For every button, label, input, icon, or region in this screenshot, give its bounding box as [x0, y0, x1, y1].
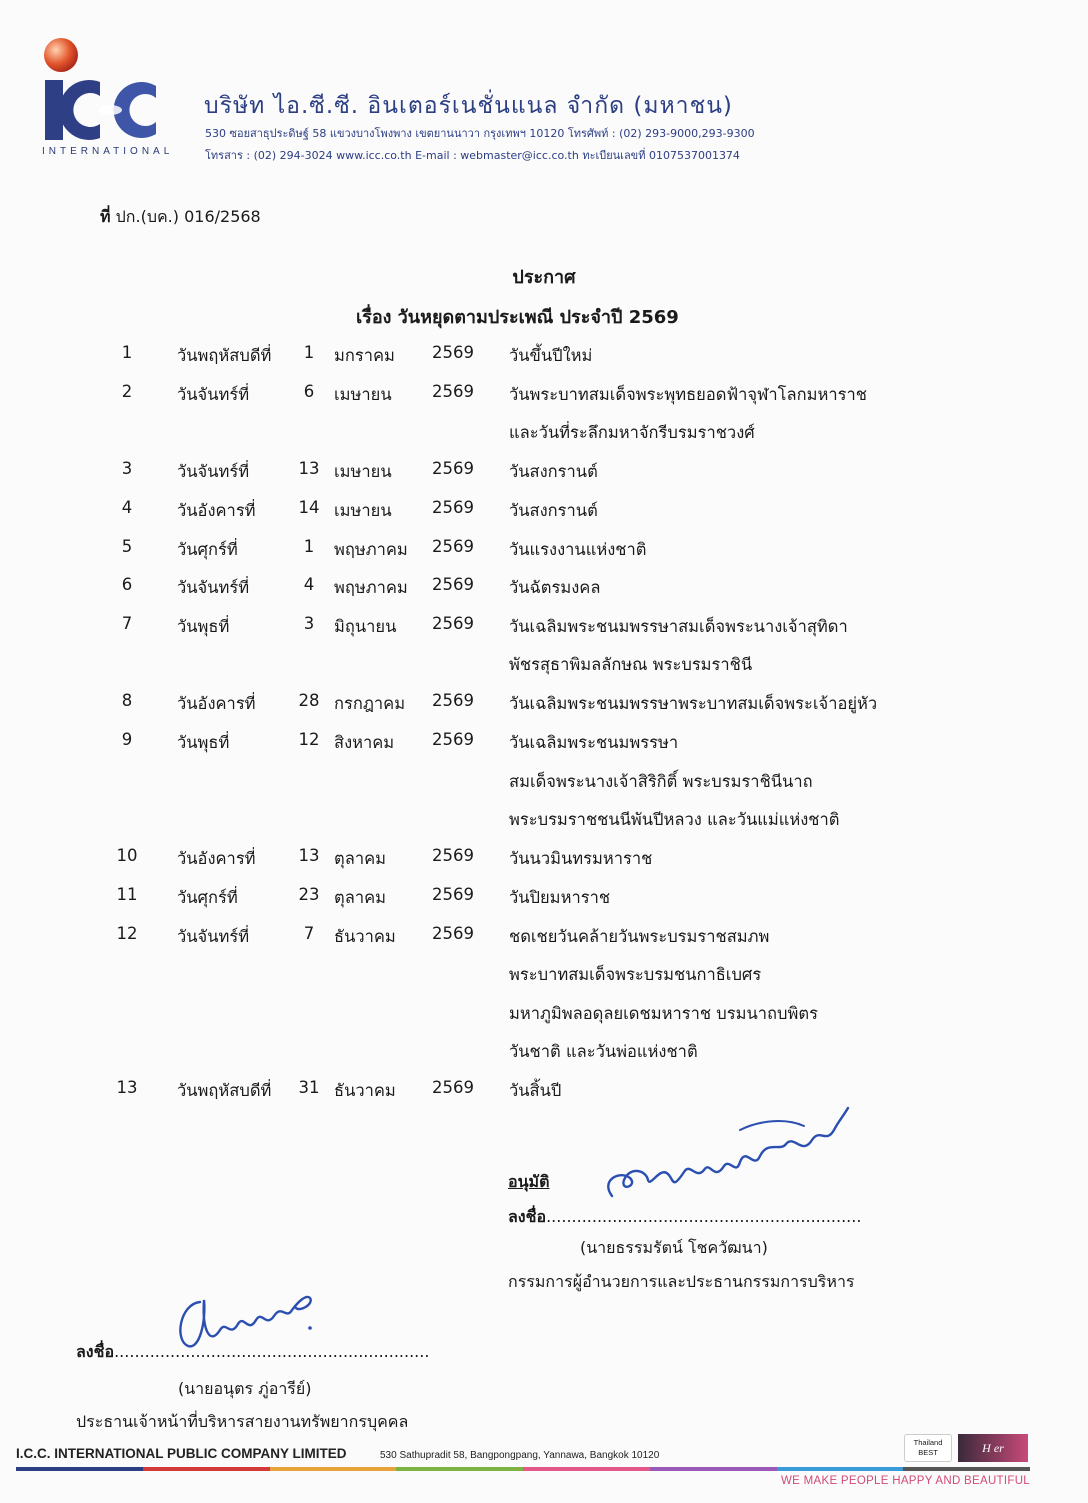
holiday-number: 10 [116, 846, 138, 866]
holiday-day: 3 [303, 613, 315, 633]
holiday-description [509, 459, 598, 498]
approver-sign-line [508, 1205, 861, 1230]
document-number [100, 205, 261, 230]
holiday-month: เมษายน [334, 462, 392, 482]
holiday-weekday: วันพฤหัสบดีที่ [177, 1081, 272, 1101]
holiday-weekday: วันอังคารที่ [177, 500, 256, 520]
holiday-year: 2569 [432, 691, 474, 711]
holiday-month: กรกฎาคม [334, 694, 406, 714]
holiday-description-line: วันฉัตรมงคล [509, 578, 601, 598]
hr-sign-dots: .............................................................. [114, 1342, 430, 1361]
footer-bar-segment [523, 1467, 650, 1471]
holiday-description-line: และวันที่ระลึกมหาจักรีบรมราชวงศ์ [509, 423, 755, 443]
approver-position: กรรมการผู้อำนวยการและประธานกรรมการบริหาร [508, 1272, 855, 1291]
holiday-year: 2569 [432, 497, 474, 517]
holiday-number: 11 [116, 884, 138, 904]
holiday-description [509, 691, 877, 730]
holiday-month: เมษายน [334, 500, 392, 520]
hr-sign-label: ลงชื่อ [76, 1342, 115, 1361]
holiday-day: 28 [298, 691, 320, 711]
holiday-day: 1 [303, 343, 315, 362]
thailand-best-badge: Thailand BEST [904, 1434, 952, 1462]
holiday-day: 12 [298, 730, 320, 749]
footer-bar-segment [903, 1467, 1030, 1471]
holiday-month: มิถุนายน [334, 616, 397, 636]
company-contact: โทรสาร : (02) 294-3024 www.icc.co.th E-mail : webmaster@icc.co.th ทะเบียนเลขที่ 0107537001374 [205, 149, 740, 162]
holiday-description-line: วันแรงงานแห่งชาติ [509, 539, 647, 559]
holiday-day: 14 [298, 497, 320, 517]
holiday-description [509, 382, 867, 459]
holiday-description [509, 575, 600, 614]
holiday-month: เมษายน [334, 384, 392, 404]
holiday-day: 7 [303, 923, 315, 943]
holiday-description-line: วันเฉลิมพระชนมพรรษาพระบาทสมเด็จพระเจ้าอยู่หัว [509, 694, 878, 714]
holiday-number: 4 [121, 497, 133, 517]
holiday-weekday: วันจันทร์ที่ [177, 384, 250, 404]
footer-bar-segment [143, 1467, 270, 1471]
holiday-month: ตุลาคม [334, 887, 387, 907]
holiday-description [509, 343, 592, 382]
footer-bar-segment [16, 1467, 143, 1471]
holiday-month: ธันวาคม [334, 926, 396, 946]
holiday-weekday: วันพุธที่ [177, 733, 230, 752]
hr-sign-line [76, 1340, 429, 1365]
holiday-description [509, 846, 652, 885]
holiday-weekday: วันจันทร์ที่ [177, 462, 250, 482]
holiday-weekday: วันพฤหัสบดีที่ [177, 346, 272, 365]
footer-bar-segment [270, 1467, 397, 1471]
holiday-day: 13 [298, 846, 320, 866]
holiday-number: 5 [121, 536, 133, 556]
holiday-number: 1 [121, 343, 133, 362]
hr-name: (นายอนุตร ภู่อารีย์) [178, 1379, 312, 1398]
approver-sign-dots: .............................................................. [546, 1207, 862, 1226]
holiday-year: 2569 [432, 381, 474, 401]
holiday-weekday: วันพุธที่ [177, 616, 230, 636]
holiday-description-line: พัชรสุธาพิมลลักษณ พระบรมราชินี [509, 655, 753, 675]
footer-slogan: WE MAKE PEOPLE HAPPY AND BEAUTIFUL [781, 1475, 1030, 1487]
holiday-description [509, 1078, 561, 1117]
holiday-description [509, 924, 818, 1078]
holiday-description [509, 498, 598, 537]
higher-brand-badge: H er [958, 1434, 1028, 1462]
holiday-month: มกราคม [334, 346, 395, 365]
holiday-day: 6 [303, 381, 315, 401]
hr-position: ประธานเจ้าหน้าที่บริหารสายงานทรัพยากรบุคคล [76, 1412, 409, 1431]
footer-color-bar [16, 1467, 1030, 1471]
approval-label: อนุมัติ [508, 1172, 550, 1191]
holiday-number: 6 [121, 575, 133, 595]
footer-company: I.C.C. INTERNATIONAL PUBLIC COMPANY LIMITED [16, 1446, 347, 1461]
holiday-weekday: วันศุกร์ที่ [177, 887, 238, 907]
approver-sign-label: ลงชื่อ [508, 1207, 547, 1226]
holiday-year: 2569 [432, 923, 474, 943]
holiday-month: ตุลาคม [334, 849, 387, 869]
holiday-number: 2 [121, 381, 133, 401]
holiday-description-line: วันนวมินทรมหาราช [509, 849, 653, 869]
holiday-description-line: วันสงกรานต์ [509, 462, 598, 482]
holiday-number: 12 [116, 923, 138, 943]
holiday-weekday: วันศุกร์ที่ [177, 539, 238, 559]
holiday-description [509, 614, 848, 691]
holiday-year: 2569 [432, 459, 474, 479]
document-number-label: ที่ [100, 207, 111, 226]
logo-wordmark: INTERNATIONAL [42, 146, 174, 157]
approver-name: (นายธรรมรัตน์ โชควัฒนา) [580, 1238, 768, 1257]
footer-bar-segment [396, 1467, 523, 1471]
holiday-description-line: มหาภูมิพลอดุลยเดชมหาราช บรมนาถบพิตร [509, 1003, 818, 1023]
holiday-number: 3 [121, 459, 133, 479]
holiday-description [509, 730, 840, 846]
holiday-description-line: วันเฉลิมพระชนมพรรษา [509, 733, 679, 752]
approver-signature [590, 1100, 860, 1210]
company-name: บริษัท ไอ.ซี.ซี. อินเตอร์เนชั่นแนล จำกัด (มหาชน) [204, 93, 733, 119]
holiday-description-line: วันพระบาทสมเด็จพระพุทธยอดฟ้าจุฬาโลกมหาราช [509, 384, 867, 404]
holiday-weekday: วันอังคารที่ [177, 849, 256, 869]
holiday-number: 7 [121, 613, 133, 633]
holiday-description-line: วันขึ้นปีใหม่ [509, 346, 593, 365]
holiday-description-line: วันสิ้นปี [509, 1081, 562, 1101]
holiday-day: 1 [303, 536, 315, 556]
holiday-month: พฤษภาคม [334, 539, 408, 559]
holiday-year: 2569 [432, 884, 474, 904]
holiday-year: 2569 [432, 536, 474, 556]
holiday-year: 2569 [432, 575, 474, 595]
holiday-description [509, 885, 610, 924]
holiday-day: 13 [298, 459, 320, 479]
holiday-day: 31 [298, 1078, 320, 1098]
footer-bar-segment [777, 1467, 904, 1471]
holiday-day: 23 [298, 884, 320, 904]
holiday-weekday: วันจันทร์ที่ [177, 578, 250, 598]
holiday-year: 2569 [432, 613, 474, 633]
icc-logo [40, 34, 170, 164]
holiday-number: 13 [116, 1078, 138, 1098]
footer-address: 530 Sathupradit 58, Bangpongpang, Yannawa, Bangkok 10120 [380, 1450, 660, 1461]
document-number-value: ปก.(บค.) 016/2568 [115, 207, 261, 226]
holiday-description-line: พระบรมราชชนนีพันปีหลวง และวันแม่แห่งชาติ [509, 810, 840, 829]
holiday-weekday: วันจันทร์ที่ [177, 926, 250, 946]
holiday-number: 8 [121, 691, 133, 711]
holiday-number: 9 [121, 730, 133, 749]
holiday-description-line: ชดเชยวันคล้ายวันพระบรมราชสมภพ [509, 926, 770, 946]
holiday-description [509, 537, 646, 576]
holiday-year: 2569 [432, 846, 474, 866]
holiday-description-line: สมเด็จพระนางเจ้าสิริกิติ์ พระบรมราชินีนาถ [509, 771, 813, 791]
holiday-year: 2569 [432, 343, 474, 362]
holiday-month: พฤษภาคม [334, 578, 408, 598]
holiday-weekday: วันอังคารที่ [177, 694, 256, 714]
holiday-year: 2569 [432, 730, 474, 749]
holiday-description-line: วันปิยมหาราช [509, 887, 611, 907]
company-address: 530 ซอยสาธุประดิษฐ์ 58 แขวงบางโพงพาง เขตยานนาวา กรุงเทพฯ 10120 โทรศัพท์ : (02) 293-9000,293-9300 [205, 127, 755, 140]
holiday-description-line: วันชาติ และวันพ่อแห่งชาติ [509, 1042, 698, 1061]
holiday-day: 4 [303, 575, 315, 595]
holiday-year: 2569 [432, 1078, 474, 1098]
document-subject: เรื่อง วันหยุดตามประเพณี ประจำปี 2569 [356, 307, 679, 328]
footer-bar-segment [650, 1467, 777, 1471]
holiday-month: ธันวาคม [334, 1081, 396, 1101]
holiday-description-line: พระบาทสมเด็จพระบรมชนกาธิเบศร [509, 965, 762, 984]
document-title: ประกาศ [512, 267, 576, 288]
holiday-month: สิงหาคม [334, 733, 395, 752]
holiday-description-line: วันเฉลิมพระชนมพรรษาสมเด็จพระนางเจ้าสุทิดา [509, 616, 848, 636]
holiday-description-line: วันสงกรานต์ [509, 500, 598, 520]
